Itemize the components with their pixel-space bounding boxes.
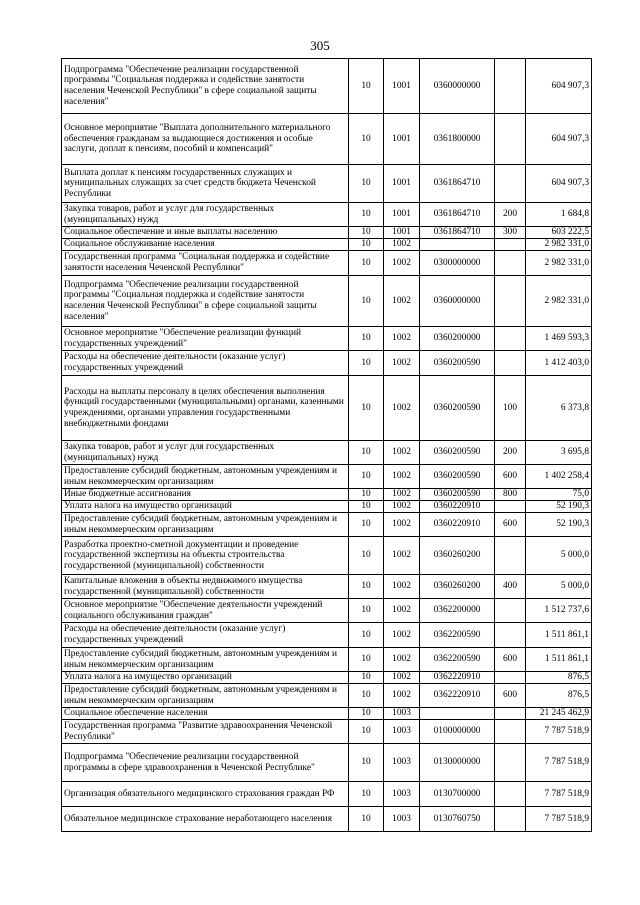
row-target-article-cell: 0360000000 <box>420 59 495 114</box>
row-section-cell: 10 <box>349 537 384 575</box>
row-name-cell: Расходы на обеспечение деятельности (оказание услуг) государственных учреждений <box>62 623 349 648</box>
row-amount-cell: 604 907,3 <box>526 59 592 114</box>
row-expense-type-cell <box>495 744 526 782</box>
row-subsection-cell: 1002 <box>384 575 420 599</box>
row-section-cell: 10 <box>349 575 384 599</box>
table-row <box>62 276 592 327</box>
row-expense-type-cell: 600 <box>495 648 526 672</box>
row-subsection-cell: 1003 <box>384 744 420 782</box>
row-expense-type-cell <box>495 537 526 575</box>
table-row <box>62 744 592 782</box>
row-amount-cell: 3 695,8 <box>526 441 592 465</box>
row-amount-cell: 6 373,8 <box>526 376 592 441</box>
row-name-cell: Обязательное медицинское страхование неработающего населения <box>62 807 349 832</box>
row-expense-type-cell: 600 <box>495 513 526 537</box>
row-section-cell: 10 <box>349 465 384 489</box>
row-expense-type-cell: 800 <box>495 489 526 501</box>
row-expense-type-cell: 300 <box>495 227 526 239</box>
row-amount-cell: 7 787 518,9 <box>526 720 592 744</box>
row-section-cell: 10 <box>349 807 384 832</box>
row-name-cell: Основное мероприятие "Обеспечение деятельности учреждений социального обслуживания граждан" <box>62 599 349 623</box>
row-section-cell: 10 <box>349 782 384 807</box>
row-target-article-cell: 0360220910 <box>420 501 495 513</box>
row-section-cell: 10 <box>349 501 384 513</box>
row-amount-cell: 2 982 331,0 <box>526 251 592 276</box>
row-target-article-cell <box>420 239 495 251</box>
row-subsection-cell: 1002 <box>384 465 420 489</box>
table-row <box>62 327 592 351</box>
row-section-cell: 10 <box>349 720 384 744</box>
row-section-cell: 10 <box>349 351 384 376</box>
row-subsection-cell: 1002 <box>384 599 420 623</box>
row-amount-cell: 1 412 403,0 <box>526 351 592 376</box>
row-section-cell: 10 <box>349 441 384 465</box>
row-subsection-cell: 1002 <box>384 648 420 672</box>
row-amount-cell: 5 000,0 <box>526 537 592 575</box>
row-target-article-cell: 0360260200 <box>420 575 495 599</box>
row-expense-type-cell: 400 <box>495 575 526 599</box>
table-row <box>62 165 592 203</box>
row-section-cell: 10 <box>349 59 384 114</box>
row-expense-type-cell <box>495 276 526 327</box>
table-row <box>62 465 592 489</box>
row-target-article-cell: 0362200590 <box>420 623 495 648</box>
row-expense-type-cell <box>495 720 526 744</box>
table-row <box>62 575 592 599</box>
row-subsection-cell: 1002 <box>384 489 420 501</box>
table-row <box>62 599 592 623</box>
row-subsection-cell: 1002 <box>384 251 420 276</box>
table-row <box>62 227 592 239</box>
row-expense-type-cell <box>495 782 526 807</box>
row-amount-cell: 52 190,3 <box>526 501 592 513</box>
row-target-article-cell: 0361864710 <box>420 203 495 227</box>
row-name-cell: Предоставление субсидий бюджетным, автономным учреждениям и иным некоммерческим организациям <box>62 648 349 672</box>
row-expense-type-cell: 200 <box>495 203 526 227</box>
row-amount-cell: 876,5 <box>526 672 592 684</box>
row-expense-type-cell: 600 <box>495 465 526 489</box>
row-name-cell: Подпрограмма "Обеспечение реализации государственной программы "Социальная поддержка и содействие занятости населения Чеченской Республики" в сфере социальной защиты населения" <box>62 59 349 114</box>
row-subsection-cell: 1002 <box>384 276 420 327</box>
row-target-article-cell: 0360000000 <box>420 276 495 327</box>
row-name-cell: Расходы на обеспечение деятельности (оказание услуг) государственных учреждений <box>62 351 349 376</box>
row-expense-type-cell: 200 <box>495 441 526 465</box>
row-name-cell: Предоставление субсидий бюджетным, автономным учреждениям и иным некоммерческим организациям <box>62 684 349 708</box>
row-amount-cell: 7 787 518,9 <box>526 782 592 807</box>
row-section-cell: 10 <box>349 251 384 276</box>
row-amount-cell: 1 684,8 <box>526 203 592 227</box>
row-expense-type-cell <box>495 239 526 251</box>
row-name-cell: Государственная программа "Развитие здравоохранения Чеченской Республики" <box>62 720 349 744</box>
row-subsection-cell: 1002 <box>384 376 420 441</box>
row-expense-type-cell <box>495 327 526 351</box>
row-amount-cell: 1 469 593,3 <box>526 327 592 351</box>
row-target-article-cell: 0361864710 <box>420 165 495 203</box>
row-name-cell: Организация обязательного медицинского страхования граждан РФ <box>62 782 349 807</box>
row-expense-type-cell: 600 <box>495 684 526 708</box>
row-section-cell: 10 <box>349 227 384 239</box>
row-expense-type-cell <box>495 807 526 832</box>
row-name-cell: Закупка товаров, работ и услуг для государственных (муниципальных) нужд <box>62 441 349 465</box>
row-name-cell: Расходы на выплаты персоналу в целях обеспечения выполнения функций государственными (муниципальными) органами, казенными учреждениями, органами управления государственными внебюджетными фондами <box>62 376 349 441</box>
row-name-cell: Уплата налога на имущество организаций <box>62 672 349 684</box>
row-expense-type-cell <box>495 114 526 165</box>
row-name-cell: Социальное обеспечение населения <box>62 708 349 720</box>
row-section-cell: 10 <box>349 513 384 537</box>
row-amount-cell: 2 982 331,0 <box>526 239 592 251</box>
row-amount-cell: 1 512 737,6 <box>526 599 592 623</box>
row-target-article-cell: 0130000000 <box>420 744 495 782</box>
row-section-cell: 10 <box>349 623 384 648</box>
row-target-article-cell: 0100000000 <box>420 720 495 744</box>
row-subsection-cell: 1002 <box>384 239 420 251</box>
row-amount-cell: 1 511 861,1 <box>526 648 592 672</box>
row-name-cell: Подпрограмма "Обеспечение реализации государственной программы в сфере здравоохранения в Чеченской Республике" <box>62 744 349 782</box>
row-expense-type-cell <box>495 501 526 513</box>
row-amount-cell: 1 511 861,1 <box>526 623 592 648</box>
row-amount-cell: 603 222,5 <box>526 227 592 239</box>
row-amount-cell: 52 190,3 <box>526 513 592 537</box>
row-name-cell: Государственная программа "Социальная поддержка и содействие занятости населения Чеченской Республики" <box>62 251 349 276</box>
table-row <box>62 239 592 251</box>
table-row <box>62 708 592 720</box>
row-target-article-cell: 0362200000 <box>420 599 495 623</box>
row-target-article-cell: 0360200000 <box>420 327 495 351</box>
budget-table <box>61 58 592 832</box>
table-row <box>62 441 592 465</box>
row-name-cell: Выплата доплат к пенсиям государственных служащих и муниципальных служащих за счет средств бюджета Чеченской Республики <box>62 165 349 203</box>
row-section-cell: 10 <box>349 672 384 684</box>
row-subsection-cell: 1003 <box>384 708 420 720</box>
row-section-cell: 10 <box>349 489 384 501</box>
row-section-cell: 10 <box>349 327 384 351</box>
row-name-cell: Основное мероприятие "Выплата дополнительного материального обеспечения гражданам за выдающиеся достижения и особые заслуги, доплат к пенсиям, пособий и компенсаций" <box>62 114 349 165</box>
row-subsection-cell: 1002 <box>384 351 420 376</box>
table-row <box>62 114 592 165</box>
row-name-cell: Социальное обеспечение и иные выплаты населению <box>62 227 349 239</box>
row-section-cell: 10 <box>349 114 384 165</box>
row-name-cell: Социальное обслуживание населения <box>62 239 349 251</box>
table-row <box>62 489 592 501</box>
row-subsection-cell: 1002 <box>384 672 420 684</box>
row-target-article-cell: 0360200590 <box>420 465 495 489</box>
row-subsection-cell: 1002 <box>384 684 420 708</box>
row-section-cell: 10 <box>349 239 384 251</box>
table-row <box>62 376 592 441</box>
row-expense-type-cell: 100 <box>495 376 526 441</box>
row-target-article-cell: 0360200590 <box>420 351 495 376</box>
row-amount-cell: 21 245 462,9 <box>526 708 592 720</box>
row-name-cell: Уплата налога на имущество организаций <box>62 501 349 513</box>
row-target-article-cell: 0361864710 <box>420 227 495 239</box>
row-name-cell: Подпрограмма "Обеспечение реализации государственной программы "Социальная поддержка и содействие занятости населения Чеченской Республики" в сфере социальной защиты населения" <box>62 276 349 327</box>
row-target-article-cell: 0130700000 <box>420 782 495 807</box>
row-expense-type-cell <box>495 708 526 720</box>
table-row <box>62 623 592 648</box>
row-amount-cell: 876,5 <box>526 684 592 708</box>
row-name-cell: Основное мероприятие "Обеспечение реализации функций государственных учреждений" <box>62 327 349 351</box>
row-subsection-cell: 1002 <box>384 327 420 351</box>
row-section-cell: 10 <box>349 203 384 227</box>
table-row <box>62 251 592 276</box>
table-row <box>62 501 592 513</box>
row-expense-type-cell <box>495 672 526 684</box>
row-subsection-cell: 1002 <box>384 501 420 513</box>
row-expense-type-cell <box>495 599 526 623</box>
row-subsection-cell: 1002 <box>384 513 420 537</box>
row-subsection-cell: 1001 <box>384 165 420 203</box>
table-row <box>62 537 592 575</box>
row-target-article-cell: 0361800000 <box>420 114 495 165</box>
row-amount-cell: 75,0 <box>526 489 592 501</box>
table-row <box>62 351 592 376</box>
table-row <box>62 684 592 708</box>
row-name-cell: Разработка проектно-сметной документации и проведение государственной экспертизы на объекты строительства государственной (муниципальной) собственности <box>62 537 349 575</box>
row-section-cell: 10 <box>349 165 384 203</box>
table-row <box>62 203 592 227</box>
row-target-article-cell: 0362220910 <box>420 672 495 684</box>
page-number: 305 <box>310 38 330 53</box>
row-section-cell: 10 <box>349 744 384 782</box>
row-amount-cell: 5 000,0 <box>526 575 592 599</box>
row-amount-cell: 7 787 518,9 <box>526 807 592 832</box>
table-row <box>62 782 592 807</box>
row-section-cell: 10 <box>349 599 384 623</box>
row-subsection-cell: 1001 <box>384 59 420 114</box>
row-subsection-cell: 1002 <box>384 441 420 465</box>
row-target-article-cell: 0362200590 <box>420 648 495 672</box>
row-target-article-cell: 0360200590 <box>420 376 495 441</box>
row-name-cell: Капитальные вложения в объекты недвижимого имущества государственной (муниципальной) собственности <box>62 575 349 599</box>
row-expense-type-cell <box>495 59 526 114</box>
table-row <box>62 807 592 832</box>
row-name-cell: Закупка товаров, работ и услуг для государственных (муниципальных) нужд <box>62 203 349 227</box>
row-amount-cell: 7 787 518,9 <box>526 744 592 782</box>
row-target-article-cell: 0360220910 <box>420 513 495 537</box>
row-section-cell: 10 <box>349 684 384 708</box>
row-target-article-cell <box>420 708 495 720</box>
row-section-cell: 10 <box>349 376 384 441</box>
budget-table-body <box>62 59 592 832</box>
row-amount-cell: 604 907,3 <box>526 114 592 165</box>
table-row <box>62 59 592 114</box>
row-subsection-cell: 1002 <box>384 537 420 575</box>
row-subsection-cell: 1003 <box>384 782 420 807</box>
row-target-article-cell: 0360260200 <box>420 537 495 575</box>
row-expense-type-cell <box>495 351 526 376</box>
row-subsection-cell: 1001 <box>384 114 420 165</box>
table-row <box>62 672 592 684</box>
row-name-cell: Предоставление субсидий бюджетным, автономным учреждениям и иным некоммерческим организациям <box>62 465 349 489</box>
row-target-article-cell: 0360200590 <box>420 489 495 501</box>
row-subsection-cell: 1002 <box>384 623 420 648</box>
row-expense-type-cell <box>495 165 526 203</box>
row-section-cell: 10 <box>349 276 384 327</box>
table-row <box>62 513 592 537</box>
row-target-article-cell: 0360200590 <box>420 441 495 465</box>
row-amount-cell: 2 982 331,0 <box>526 276 592 327</box>
row-amount-cell: 604 907,3 <box>526 165 592 203</box>
row-target-article-cell: 0130760750 <box>420 807 495 832</box>
row-subsection-cell: 1003 <box>384 720 420 744</box>
row-name-cell: Предоставление субсидий бюджетным, автономным учреждениям и иным некоммерческим организациям <box>62 513 349 537</box>
row-expense-type-cell <box>495 623 526 648</box>
row-target-article-cell: 0362220910 <box>420 684 495 708</box>
row-section-cell: 10 <box>349 648 384 672</box>
row-subsection-cell: 1001 <box>384 203 420 227</box>
row-name-cell: Иные бюджетные ассигнования <box>62 489 349 501</box>
table-row <box>62 720 592 744</box>
row-section-cell: 10 <box>349 708 384 720</box>
row-amount-cell: 1 402 258,4 <box>526 465 592 489</box>
table-row <box>62 648 592 672</box>
row-target-article-cell: 0300000000 <box>420 251 495 276</box>
row-expense-type-cell <box>495 251 526 276</box>
row-subsection-cell: 1003 <box>384 807 420 832</box>
row-subsection-cell: 1001 <box>384 227 420 239</box>
